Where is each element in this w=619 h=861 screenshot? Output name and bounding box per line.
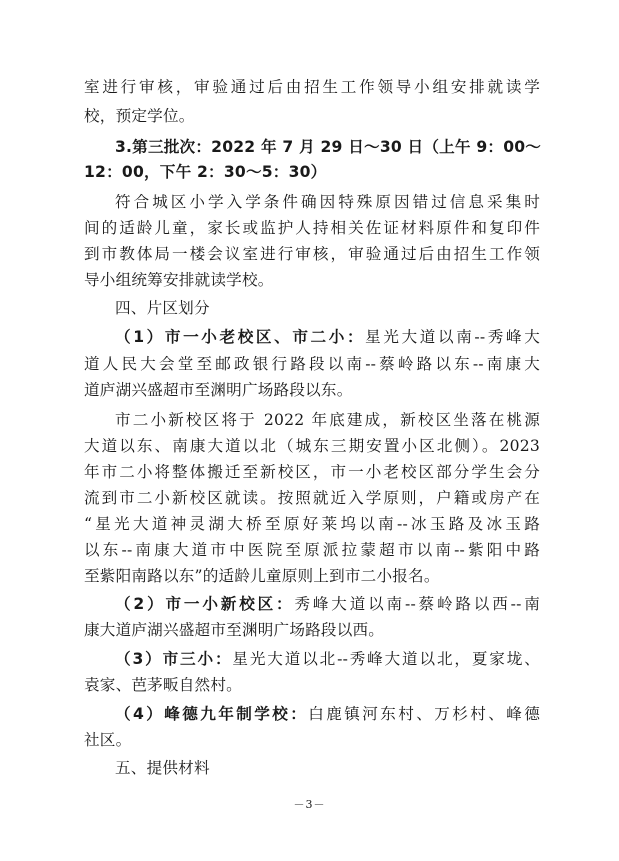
zone-item [115, 593, 540, 615]
text-line: 康大道庐湖兴盛超市至渊明广场路段以西。 [84, 621, 385, 639]
section-subheading: 3.第三批次：2022 年 7 月 29 日～30 日（上午 9：00～ [115, 138, 542, 156]
text-line: 大道以东、南康大道以北（城东三期安置小区北侧）。2023 [84, 437, 540, 455]
section-heading: 五、提供材料 [115, 759, 210, 777]
zone-item [115, 648, 540, 670]
text-line: 室进行审核，审验通过后由招生工作领导小组安排就读学 [84, 78, 540, 96]
text-line: 流到市二小新校区就读。按照就近入学原则，户籍或房产在 [84, 489, 540, 507]
text-line: 以东--南康大道市中医院至原派拉蒙超市以南--紫阳中路 [84, 541, 540, 559]
zone-text: 星光大道以南--秀峰大 [365, 328, 540, 346]
text-line: “星光大道神灵湖大桥至原好莱坞以南--冰玉路及冰玉路 [84, 515, 540, 533]
zone-label: （2）市一小新校区： [115, 595, 295, 613]
zone-item [115, 326, 540, 348]
zone-text: 白鹿镇河东村、万杉村、峰德 [308, 705, 540, 723]
zone-text: 星光大道以北--秀峰大道以北，夏家垅、 [232, 650, 540, 668]
text-line: 市二小新校区将于 2022 年底建成，新校区坐落在桃源 [115, 411, 540, 429]
zone-label: （4）峰德九年制学校： [115, 705, 309, 723]
zone-text: 秀峰大道以南--蔡岭路以西--南 [294, 595, 540, 613]
text-line: 校，预定学位。 [84, 107, 195, 125]
text-line: 间的适龄儿童，家长或监护人持相关佐证材料原件和复印件 [84, 219, 540, 237]
page-number: －3－ [293, 798, 326, 811]
text-line: 符合城区小学入学条件确因特殊原因错过信息采集时 [115, 193, 540, 211]
text-line: 袁家、芭茅畈自然村。 [84, 676, 242, 694]
zone-label: （1）市一小老校区、市二小： [115, 328, 366, 346]
text-line: 道人民大会堂至邮政银行路段以南--蔡岭路以东--南康大 [84, 355, 540, 373]
zone-item [115, 703, 540, 725]
section-heading: 四、片区划分 [115, 299, 210, 317]
text-line: 社区。 [84, 731, 132, 749]
zone-label: （3）市三小： [115, 650, 233, 668]
text-line: 到市教体局一楼会议室进行审核，审验通过后由招生工作领 [84, 245, 540, 263]
text-line: 导小组统筹安排就读学校。 [84, 271, 274, 289]
section-subheading-cont: 12：00，下午 2：30～5：30） [84, 163, 327, 181]
text-line: 年市二小将整体搬迁至新校区，市一小老校区部分学生会分 [84, 463, 540, 481]
text-line: 道庐湖兴盛超市至渊明广场路段以东。 [84, 381, 353, 399]
text-line: 至紫阳南路以东”的适龄儿童原则上到市二小报名。 [84, 567, 440, 585]
